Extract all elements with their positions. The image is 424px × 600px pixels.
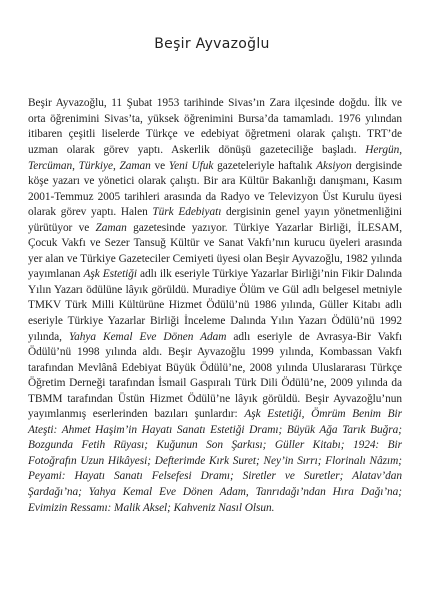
bio-segment: , <box>112 159 120 172</box>
bio-segment-italic: Yahya Kemal Eve Dönen Adam <box>68 330 227 343</box>
bio-segment: adlı eseriyle de Avrasya-Bir Vakfı Ödülü’nü 1998 yılında aldı. Beşir Ayvazoğlu 1999 yılında, Kombassan Vakfı tarafından Mevlânâ Edebiyat Büyük Ödülü’ne, 2008 yılında Uluslararası Türkçe Öğretim Derneği tarafından İsmail Gaspıralı Türk Dili Ödülü’ne, 2009 yılında da TBMM tarafından Üstün Hizmet Ödülü’ne lâyık görüldü. Beşir Ayvazoğlu’nun yayımlanmış eserlerinden bazıları şunlardır: <box>28 330 402 421</box>
bio-segment: Beşir Ayvazoğlu, 11 Şubat 1953 tarihinde Sivas’ın Zara ilçesinde doğdu. İlk ve orta öğrenimini Sivas’ta, yüksek öğrenimini Bursa’da tamamladı. 1976 yılından itibaren çeşitli liselerde Türkçe ve edebiyat öğretmeni olarak çalıştı. TRT’de uzman olarak görev yaptı. Askerlik dönüşü gazeteciliğe başladı. <box>28 97 402 156</box>
bio-segment-italic: Tercüman <box>28 159 73 172</box>
bio-segment-italic: Zaman <box>95 221 127 234</box>
biography-paragraph <box>28 96 402 516</box>
bio-segment: , <box>72 159 79 172</box>
bio-segment: dergisinin genel yayın yönetmenliğini yürütüyor ve <box>28 206 402 234</box>
bio-segment: gazeteleriyle haftalık <box>213 159 317 172</box>
bio-segment-italic: Zaman <box>119 159 151 172</box>
bio-segment-italic: Aksiyon <box>316 159 352 172</box>
bio-segment-italic: Aşk Estetiği, Ömrüm Benim Bir Ateşti: Ahmet Haşim’in Hayatı Sanatı Estetiği Dramı; Büyük Ağa Tarık Buğra; Bozgunda Fetih Rüyası; Kuğunun Son Şarkısı; Güller Kitabı; 1924: Bir Fotoğrafın Uzun Hikâyesi; Defterimde Kırk Suret; Ney’in Sırrı; Florinalı Nâzım; Peyami: Hayatı Sanatı Felsefesi Dramı; Siretler ve Suretler; Alatav’dan Şardağı’na; Yahya Kemal Eve Dönen Adam, Tanrıdağı’ndan Hıra Dağı’na; Evimizin Ressamı: Malik Aksel; Kahveniz Nasıl Olsun. <box>28 408 403 514</box>
bio-segment-italic: Yeni Ufuk <box>168 159 214 172</box>
author-name-heading: Beşir Ayvazoğlu <box>154 36 270 52</box>
bio-segment: , <box>399 143 402 156</box>
bio-segment: dergisinde köşe yazarı ve yönetici olarak çalıştı. Bir ara Kültür Bakanlığı danışmanı, Kasım 2001-Temmuz 2005 tarihleri arasında da Radyo ve Televizyon Üst Kurulu üyesi olarak görev yaptı. Halen <box>28 159 402 219</box>
bio-segment-italic: Hergün <box>365 143 400 156</box>
bio-segment-italic: Türkiye <box>78 159 113 172</box>
bio-segment-italic: Aşk Estetiği <box>83 268 137 281</box>
bio-segment-italic: Türk Edebiyatı <box>152 206 222 219</box>
bio-segment: adlı ilk eseriyle Türkiye Yazarlar Birliği’nin Fikir Dalında Yılın Yazarı ödülüne lâyık görüldü. Muradiye Ölüm ve Gül adlı belgesel metniyle TMKV Türk Milli Kültürüne Hizmet Ödülü’nü 1986 yılında, Güller Kitabı adlı eseriyle Türkiye Yazarlar Birliği İnceleme Dalında Yılın Yazarı Ödülü’nü 1992 yılında, <box>28 268 402 343</box>
bio-segment: ve <box>150 159 169 172</box>
bio-segment: gazetesinde yazıyor. Türkiye Yazarlar Birliği, İLESAM, Çocuk Vakfı ve Sezer Tansuğ Kültür ve Sanat Vakfı’nın kurucu üyeleri arasında yer alan ve Türkiye Gazeteciler Cemiyeti üyesi olan Beşir Ayvazoğlu, 1982 yılında yayımlanan <box>28 221 403 281</box>
